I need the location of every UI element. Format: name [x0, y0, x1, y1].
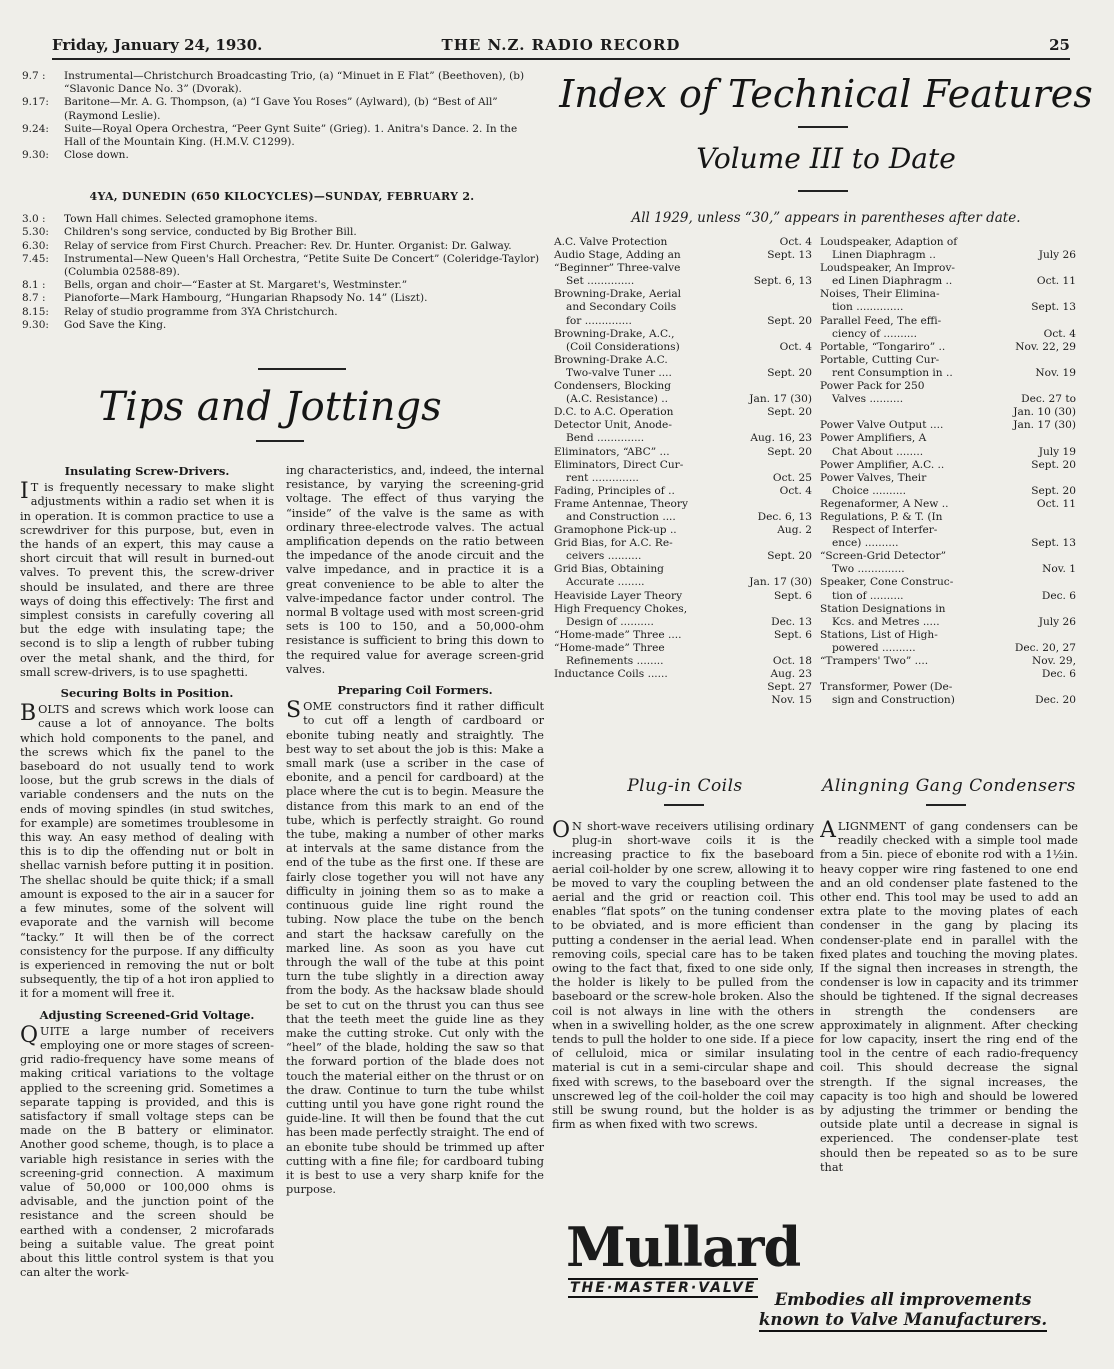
- index-entry: [554, 655, 812, 668]
- index-topic: Stations, List of High-: [820, 628, 938, 641]
- index-date: Sept. 27: [767, 681, 812, 694]
- index-topic: Power Pack for 250: [820, 380, 925, 393]
- index-topic: Heaviside Layer Theory: [554, 589, 683, 602]
- index-entry: [554, 301, 812, 314]
- schedule-time: 8.15:: [22, 305, 49, 318]
- index-date: Oct. 11: [1036, 275, 1076, 288]
- index-entry: [554, 485, 812, 498]
- index-entry: [820, 694, 1076, 707]
- mullard-slogan: [738, 1290, 1068, 1332]
- index-date: Nov. 1: [1042, 563, 1076, 576]
- schedule-time: 9.30:: [22, 149, 49, 162]
- index-topic: Parallel Feed, The effi-: [820, 314, 942, 327]
- index-date: Oct. 4: [1043, 327, 1076, 340]
- index-topic: Eliminators, “ABC” ...: [554, 445, 670, 458]
- index-entry: [554, 249, 812, 262]
- gang-title: Alingning Gang Condensers: [822, 776, 1076, 796]
- index-entry: [554, 681, 812, 694]
- index-topic: Transformer, Power (De-: [820, 681, 953, 694]
- index-topic: Regenaformer, A New ..: [820, 497, 949, 510]
- schedule-description: Suite—Royal Opera Orchestra, “Peer Gynt Suite” (Grieg). 1. Anitra's Dance. 2. In the Hall of the Mountain King. (H.M.V. C1299).: [64, 122, 518, 149]
- index-topic: (A.C. Resistance) ..: [566, 393, 668, 406]
- index-date: Sept. 13: [767, 249, 812, 262]
- index-topic: Frame Antennae, Theory: [554, 497, 688, 510]
- index-entry: [554, 524, 812, 537]
- index-entry: [820, 576, 1076, 589]
- index-topic: Detector Unit, Anode-: [554, 419, 672, 432]
- divider: [926, 804, 966, 806]
- mullard-logo: Mullard: [566, 1215, 801, 1279]
- index-entry: [554, 563, 812, 576]
- schedule-item: [22, 253, 542, 279]
- index-date: Nov. 15: [771, 694, 812, 707]
- index-date: Dec. 6, 13: [757, 510, 812, 523]
- index-entry: [820, 432, 1076, 445]
- index-entry: [554, 629, 812, 642]
- index-date: Aug. 16, 23: [750, 432, 812, 445]
- heading-insulating: Insulating Screw-Drivers.: [64, 464, 230, 478]
- index-topic: ceivers ..........: [566, 550, 642, 563]
- index-entry: [820, 616, 1076, 629]
- tips-column-2: [286, 464, 544, 1350]
- gang-body: ALIGNMENT of gang condensers can be readily checked with a simple tool made from a 5in. piece of ebonite rod with a 1½in. heavy copper wire ring fastened to one end and an old condenser plate fastened to the other end. This tool may be used to add an extra plate to the moving plates of each condenser in the gang by placing its condenser-plate end in parallel with the fixed plates and touching the moving plates. If the signal then increases in strength, the condenser is low in capacity and its trimmer should be tightened. If the signal decreases in strength the condensers are approximately in alignment. After checking for low capacity, insert the ring end of the tool in the centre of each radio-frequency coil. This should decrease the signal strength. If the signal increases, the capacity is too high and should be lowered by adjusting the trimmer or bending the outside plate until a decrease in signal is experienced. The condenser-plate test should then be repeated so as to be sure that: [820, 820, 1078, 1174]
- schedule-item: [22, 70, 542, 96]
- schedule-item: [22, 279, 542, 292]
- index-topic: (Coil Considerations): [566, 340, 680, 353]
- index-entry: [554, 642, 812, 655]
- station-block: [22, 180, 542, 332]
- index-topic: Accurate ........: [566, 576, 645, 589]
- index-entry: [554, 406, 812, 419]
- index-entry: [554, 432, 812, 445]
- index-date: Sept. 20: [767, 406, 812, 419]
- index-topic: Fading, Principles of ..: [554, 484, 675, 497]
- mullard-advertisement: [552, 1210, 1082, 1340]
- index-date: Sept. 6, 13: [753, 275, 812, 288]
- schedule-item: [22, 213, 542, 226]
- divider: [798, 126, 848, 128]
- publication-title: THE N.Z. RADIO RECORD: [441, 36, 681, 54]
- index-topic: Two ..............: [832, 563, 905, 576]
- index-entry: [820, 446, 1076, 459]
- index-entry: [820, 537, 1076, 550]
- schedule-time: 3.0 :: [22, 213, 46, 226]
- index-topic: Condensers, Blocking: [554, 380, 672, 393]
- tips-title: Tips and Jottings: [98, 384, 442, 430]
- index-topic: Browning-Drake, A.C.,: [554, 327, 675, 340]
- index-topic: rent ..............: [566, 471, 639, 484]
- index-date: Jan. 17 (30): [749, 576, 812, 589]
- index-entry: [554, 446, 812, 459]
- index-entry: [820, 249, 1076, 262]
- index-topic: Set ..............: [566, 275, 635, 288]
- divider: [258, 368, 346, 370]
- schedule-time: 9.17:: [22, 96, 49, 109]
- index-entry: [554, 603, 812, 616]
- index-topic: rent Consumption in ..: [832, 366, 953, 379]
- index-topic: Linen Diaphragm ..: [832, 249, 936, 262]
- issue-date: Friday, January 24, 1930.: [52, 36, 263, 54]
- schedule-item: [22, 123, 542, 149]
- schedule-description: Children's song service, conducted by Big Brother Bill.: [64, 226, 357, 239]
- index-date: Sept. 6: [773, 628, 812, 641]
- slogan-line-2: known to Valve Manufacturers.: [759, 1310, 1047, 1332]
- index-topic: Grid Bias, for A.C. Re-: [554, 537, 673, 550]
- index-entry: [820, 590, 1076, 603]
- index-date: Oct. 4: [779, 236, 812, 248]
- index-entry: [554, 288, 812, 301]
- page-number: 25: [1049, 36, 1070, 54]
- index-entry: [554, 511, 812, 524]
- index-date: Aug. 23: [770, 668, 812, 681]
- schedule-time: 6.30:: [22, 239, 49, 252]
- heading-screened-grid: Adjusting Screened-Grid Voltage.: [39, 1007, 255, 1022]
- plugin-title: Plug-in Coils: [627, 776, 743, 796]
- mullard-tagline: THE·MASTER·VALVE: [570, 1280, 757, 1296]
- index-entry: [820, 262, 1076, 275]
- index-entry: [554, 537, 812, 550]
- schedule-description: Relay of service from First Church. Preacher: Rev. Dr. Hunter. Organist: Dr. Galway.: [64, 239, 512, 252]
- schedule-item: [22, 292, 542, 305]
- schedule-time: 5.30:: [22, 226, 49, 239]
- index-topic: Gramophone Pick-up ..: [554, 524, 677, 537]
- index-date: July 19: [1038, 445, 1076, 458]
- gang-article: [820, 820, 1078, 1200]
- index-topic: Browning-Drake A.C.: [554, 353, 668, 366]
- index-topic: Power Amplifier, A.C. ..: [820, 458, 945, 471]
- index-title: Index of Technical Features: [559, 72, 1093, 116]
- index-entry: [820, 341, 1076, 354]
- index-entry: [820, 459, 1076, 472]
- schedule-time: 9.7 :: [22, 70, 46, 82]
- heading-bolts: Securing Bolts in Position.: [60, 686, 234, 701]
- index-entry: [554, 328, 812, 341]
- index-left-column: [554, 236, 812, 707]
- index-date: Jan. 10 (30): [1013, 406, 1076, 419]
- para-insulating: I T is frequently necessary to make slight adjustments within a radio set when it is in operation. It is common practice to use a screwdriver for this purpose, but, even in the hands of an expert, this may cause a short circuit that will result in burned-out valves. To prevent this, the screw-driver should be insulated, and there are three ways of doing this effectively: The first and simplest consists in carefully covering all but the edge with insulating tape; the second is to slip a length of rubber tubing over the metal shank, and the third, for small screw-drivers, is to use spaghetti.: [20, 479, 274, 679]
- index-date: Sept. 20: [1031, 484, 1076, 497]
- schedule-time: 9.24:: [22, 122, 49, 135]
- index-entry: [820, 603, 1076, 616]
- index-entry: [820, 681, 1076, 694]
- index-topic: and Construction ....: [566, 510, 676, 523]
- index-date: Sept. 20: [1031, 458, 1076, 471]
- index-entry: [820, 550, 1076, 563]
- index-entry: [820, 511, 1076, 524]
- index-topic: Power Valve Output ....: [820, 419, 944, 432]
- index-entry: [820, 236, 1076, 249]
- index-entry: [554, 262, 812, 275]
- index-entry: [554, 550, 812, 563]
- index-entry: [820, 275, 1076, 288]
- index-date: July 26: [1038, 615, 1076, 628]
- index-topic: Regulations, P. & T. (In: [820, 510, 943, 523]
- index-date: Dec. 6: [1041, 589, 1076, 602]
- index-entry: [554, 419, 812, 432]
- station-heading: 4YA, DUNEDIN (650 KILOCYCLES)—SUNDAY, FEBRUARY 2.: [89, 190, 475, 203]
- index-entry: [554, 236, 812, 249]
- schedule-description: Close down.: [64, 149, 129, 162]
- index-entry: [554, 472, 812, 485]
- divider: [256, 440, 304, 442]
- index-topic: “Home-made” Three: [554, 641, 665, 654]
- divider: [664, 804, 704, 806]
- index-entry: [554, 498, 812, 511]
- index-entry: [554, 694, 812, 707]
- index-date: Sept. 20: [767, 445, 812, 458]
- index-date: Jan. 17 (30): [1013, 419, 1076, 432]
- index-topic: Noises, Their Elimina-: [820, 288, 940, 301]
- index-entry: [820, 668, 1076, 681]
- index-topic: sign and Construction): [832, 694, 955, 707]
- index-topic: Kcs. and Metres .....: [832, 615, 940, 628]
- index-topic: Valves ..........: [832, 393, 904, 406]
- index-entry: [820, 301, 1076, 314]
- index-entry: [554, 315, 812, 328]
- index-topic: Power Amplifiers, A: [820, 432, 927, 445]
- index-date: Nov. 29,: [1032, 655, 1076, 667]
- index-entry: [820, 393, 1076, 406]
- index-topic: Power Valves, Their: [820, 471, 927, 484]
- index-entry: [820, 563, 1076, 576]
- index-entry: [820, 315, 1076, 328]
- index-topic: “Screen-Grid Detector”: [820, 550, 947, 563]
- index-volume: Volume III to Date: [696, 142, 956, 175]
- index-date: Sept. 20: [767, 550, 812, 563]
- index-topic: A.C. Valve Protection: [554, 236, 668, 248]
- index-date: Oct. 4: [779, 484, 812, 497]
- schedule-item: [22, 96, 542, 122]
- index-date: July 26: [1038, 249, 1076, 262]
- index-topic: Chat About ........: [832, 445, 924, 458]
- index-topic: Grid Bias, Obtaining: [554, 563, 664, 576]
- index-date: Oct. 11: [1036, 497, 1076, 510]
- schedule-time: 8.7 :: [22, 292, 46, 305]
- schedule-item: [22, 306, 542, 319]
- index-entry: [554, 275, 812, 288]
- index-entry: [554, 590, 812, 603]
- schedule-4ya: [22, 213, 542, 332]
- schedule-description: Instrumental—New Queen's Hall Orchestra, “Petite Suite De Concert” (Coleridge-Taylor) (Columbia 02588-89).: [64, 252, 540, 279]
- index-topic: Design of ..........: [566, 615, 654, 628]
- index-date: Sept. 20: [767, 314, 812, 327]
- index-topic: Loudspeaker, An Improv-: [820, 262, 956, 275]
- index-topic: D.C. to A.C. Operation: [554, 406, 674, 419]
- index-entry: [554, 341, 812, 354]
- divider: [798, 190, 848, 192]
- index-entry: [820, 498, 1076, 511]
- index-entry: [820, 328, 1076, 341]
- index-entry: [554, 576, 812, 589]
- index-topic: powered ..........: [832, 641, 916, 654]
- plugin-body: O N short-wave receivers utilising ordinary plug-in short-wave coils it is the increasing practice to fix the baseboard aerial coil-holder by one screw, allowing it to be moved to vary the coupling between the aerial and the grid or reaction coil. This enables “flat spots” on the tuning condenser to be obviated, and is more efficient than putting a condenser in the aerial lead. When removing coils, special care has to be taken owing to the fact that, fixed to one side only, the holder is likely to be pulled from the baseboard or the screw-hole broken. Also the coil is not always in line with the others when in a swivelling holder, as the one screw tends to pull the holder to one side. If a piece of celluloid, mica or similar insulating material is cut in a semi-circular shape and fixed with screws, to the baseboard over the unscrewed leg of the coil-holder the coil may still be swung round, but the holder is as firm as when fixed with two screws.: [552, 820, 814, 1132]
- index-entry: [554, 354, 812, 367]
- index-entry: [820, 629, 1076, 642]
- index-topic: Loudspeaker, Adaption of: [820, 236, 958, 248]
- index-entry: [820, 472, 1076, 485]
- index-entry: [820, 406, 1076, 419]
- schedule-description: God Save the King.: [64, 318, 167, 331]
- index-note: All 1929, unless “30,” appears in parentheses after date.: [631, 210, 1021, 226]
- schedule-description: Bells, organ and choir—“Easter at St. Margaret's, Westminster.”: [64, 279, 408, 292]
- heading-coil-formers: Preparing Coil Formers.: [337, 683, 493, 698]
- index-topic: Choice ..........: [832, 484, 906, 497]
- tips-column-1: [20, 458, 274, 1350]
- index-entry: [820, 419, 1076, 432]
- schedule-time: 9.30:: [22, 318, 49, 331]
- index-entry: [554, 616, 812, 629]
- index-date: Sept. 13: [1031, 537, 1076, 550]
- index-topic: High Frequency Chokes,: [554, 602, 688, 615]
- schedule-item: [22, 319, 542, 332]
- index-entry: [554, 393, 812, 406]
- plugin-article: [552, 820, 814, 1200]
- para-bolts: BOLTS and screws which work loose can cause a lot of annoyance. The bolts which hold components to the panel, and the screws which fix the panel to the baseboard do not usually tend to work loose, but the grub screws in the dials of variable condensers and the nuts on the ends of moving spindles (in stud switches, for example) are sometimes troublesome in this way. An easy method of dealing with this is to dip the offending nut or bolt in shellac varnish before putting it in position. The shellac should be quite thick; if a small amount is exposed to the air in a saucer for a few minutes, some of the solvent will evaporate and the varnish will become “tacky.” It will then be of the correct consistency for the purpose. If any difficulty is experienced in removing the nut or bolt subsequently, the tip of a hot iron applied to it for a moment will free it.: [20, 701, 274, 1001]
- index-date: Dec. 13: [771, 615, 812, 628]
- index-date: Sept. 6: [773, 589, 812, 602]
- schedule-description: Relay of studio programme from 3YA Christchurch.: [64, 305, 338, 318]
- index-date: Oct. 18: [772, 655, 812, 667]
- index-entry: [554, 668, 812, 681]
- schedule-item: [22, 240, 542, 253]
- index-topic: Audio Stage, Adding an: [554, 249, 681, 262]
- index-topic: Bend ..............: [566, 432, 645, 445]
- schedule-time: 7.45:: [22, 252, 49, 265]
- page-header: [52, 34, 1070, 60]
- index-date: Jan. 17 (30): [749, 393, 812, 406]
- index-topic: Two-valve Tuner ....: [566, 366, 672, 379]
- index-topic: ence) ..........: [832, 537, 899, 550]
- index-topic: “Trampers' Two” ....: [820, 655, 929, 667]
- index-entry: [554, 380, 812, 393]
- index-topic: tion of ..........: [832, 589, 904, 602]
- index-topic: Inductance Coils ......: [554, 668, 668, 681]
- slogan-line-1: Embodies all improvements: [774, 1290, 1032, 1309]
- index-topic: “Beginner” Three-valve: [554, 262, 681, 275]
- index-topic: ed Linen Diaphragm ..: [832, 275, 953, 288]
- index-entry: [820, 380, 1076, 393]
- index-date: Oct. 4: [779, 340, 812, 353]
- index-topic: tion ..............: [832, 301, 904, 314]
- index-topic: Refinements ........: [566, 655, 664, 667]
- index-date: Dec. 6: [1041, 668, 1076, 681]
- schedule-description: Instrumental—Christchurch Broadcasting Trio, (a) “Minuet in E Flat” (Beethoven), (b) “Slavonic Dance No. 3” (Dvorak).: [64, 70, 525, 96]
- index-entry: [554, 459, 812, 472]
- index-date: Sept. 20: [767, 366, 812, 379]
- index-entry: [820, 485, 1076, 498]
- schedule-description: Pianoforte—Mark Hambourg, “Hungarian Rhapsody No. 14” (Liszt).: [64, 292, 428, 305]
- index-topic: Portable, “Tongariro” ..: [820, 340, 946, 353]
- index-date: Oct. 25: [772, 471, 812, 484]
- index-topic: Speaker, Cone Construc-: [820, 576, 954, 589]
- index-entry: [554, 367, 812, 380]
- index-topic: Eliminators, Direct Cur-: [554, 458, 684, 471]
- schedule-description: Town Hall chimes. Selected gramophone items.: [64, 213, 318, 226]
- index-topic: and Secondary Coils: [566, 301, 677, 314]
- index-date: Dec. 20, 27: [1014, 641, 1076, 654]
- index-date: Dec. 27 to: [1021, 393, 1076, 406]
- index-topic: Browning-Drake, Aerial: [554, 288, 682, 301]
- index-entry: [820, 655, 1076, 668]
- index-entry: [820, 288, 1076, 301]
- schedule-time: 8.1 :: [22, 279, 46, 292]
- schedule-item: [22, 226, 542, 239]
- index-topic: Respect of Interfer-: [832, 524, 938, 537]
- para-screened-grid: QUITE a large number of receivers employing one or more stages of screen-grid radio-frequency have some means of making critical variations to the voltage applied to the screening grid. Sometimes a separate tapping is provided, and this is satisfactory if small voltage steps can be made on the B battery or eliminator. Another good scheme, though, is to place a variable high resistance in series with the screening-grid connection. A maximum value of 50,000 or 100,000 ohms is advisable, and the junction point of the resistance and the screen should be earthed with a condenser, 2 microfarads being a suitable value. The great point about this little control system is that you can alter the work-: [20, 1022, 274, 1280]
- index-entry: [820, 354, 1076, 367]
- index-entry: [820, 524, 1076, 537]
- index-right-column: [820, 236, 1076, 707]
- para-screened-grid-cont: ing characteristics, and, indeed, the internal resistance, by varying the screening-grid voltage. The effect of thus varying the “inside” of the valve is the same as with ordinary three-electrode valves. The actual amplification depends on the ratio between the impedance of the anode circuit and the valve impedance, and in practice it is a great convenience to be able to alter the valve-impedance factor under control. The normal B voltage used with most screen-grid sets is 100 to 150, and a 50,000-ohm resistance is sufficient to bring this down to the required value for average screen-grid valves.: [286, 464, 544, 676]
- index-date: Nov. 19: [1035, 366, 1076, 379]
- index-date: Nov. 22, 29: [1015, 340, 1076, 353]
- index-date: Dec. 20: [1035, 694, 1076, 707]
- index-entry: [820, 642, 1076, 655]
- para-coil-formers: SOME constructors find it rather difficult to cut off a length of cardboard or ebonite tubing neatly and straightly. The best way to set about the job is this: Make a small mark (use a scriber in the case of ebonite, and a pencil for cardboard) at the place where the cut is to begin. Measure the distance from this mark to an end of the tube, which is perfectly straight. Go round the tube, making a number of other marks at intervals at the same distance from the end of the tube as the first one. If these are fairly close together you will not have any difficulty in joining them so as to make a continuous guide line right round the tubing. Now place the tube on the bench and start the hacksaw carefully on the marked line. As soon as you have cut through the wall of the tube at this point turn the tube slightly in a direction away from the body. As the hacksaw blade should be set to cut on the thrust you can thus see that the teeth meet the guide line as they make the cutting stroke. Cut only with the “heel” of the blade, holding the saw so that the forward portion of the blade does not touch the material either on the thrust or on the draw. Continue to turn the tube whilst cutting until you have gone right round the guide-line. It will then be found that the cut has been made perfectly straight. The end of an ebonite tube should be trimmed up after cutting with a fine file; for cardboard tubing it is best to use a very sharp knife for the purpose.: [286, 698, 544, 1197]
- schedule-continued: [22, 70, 542, 162]
- index-date: Aug. 2: [777, 524, 812, 537]
- index-date: Sept. 13: [1031, 301, 1076, 314]
- schedule-item: [22, 149, 542, 162]
- index-topic: “Home-made” Three ....: [554, 628, 682, 641]
- index-topic: ciency of ..........: [832, 327, 918, 340]
- schedule-description: Baritone—Mr. A. G. Thompson, (a) “I Gave You Roses” (Aylward), (b) “Best of All” (Raymond Leslie).: [64, 96, 498, 122]
- index-topic: Portable, Cutting Cur-: [820, 353, 940, 366]
- index-topic: for ..............: [566, 314, 632, 327]
- index-entry: [820, 367, 1076, 380]
- index-topic: Station Designations in: [820, 602, 946, 615]
